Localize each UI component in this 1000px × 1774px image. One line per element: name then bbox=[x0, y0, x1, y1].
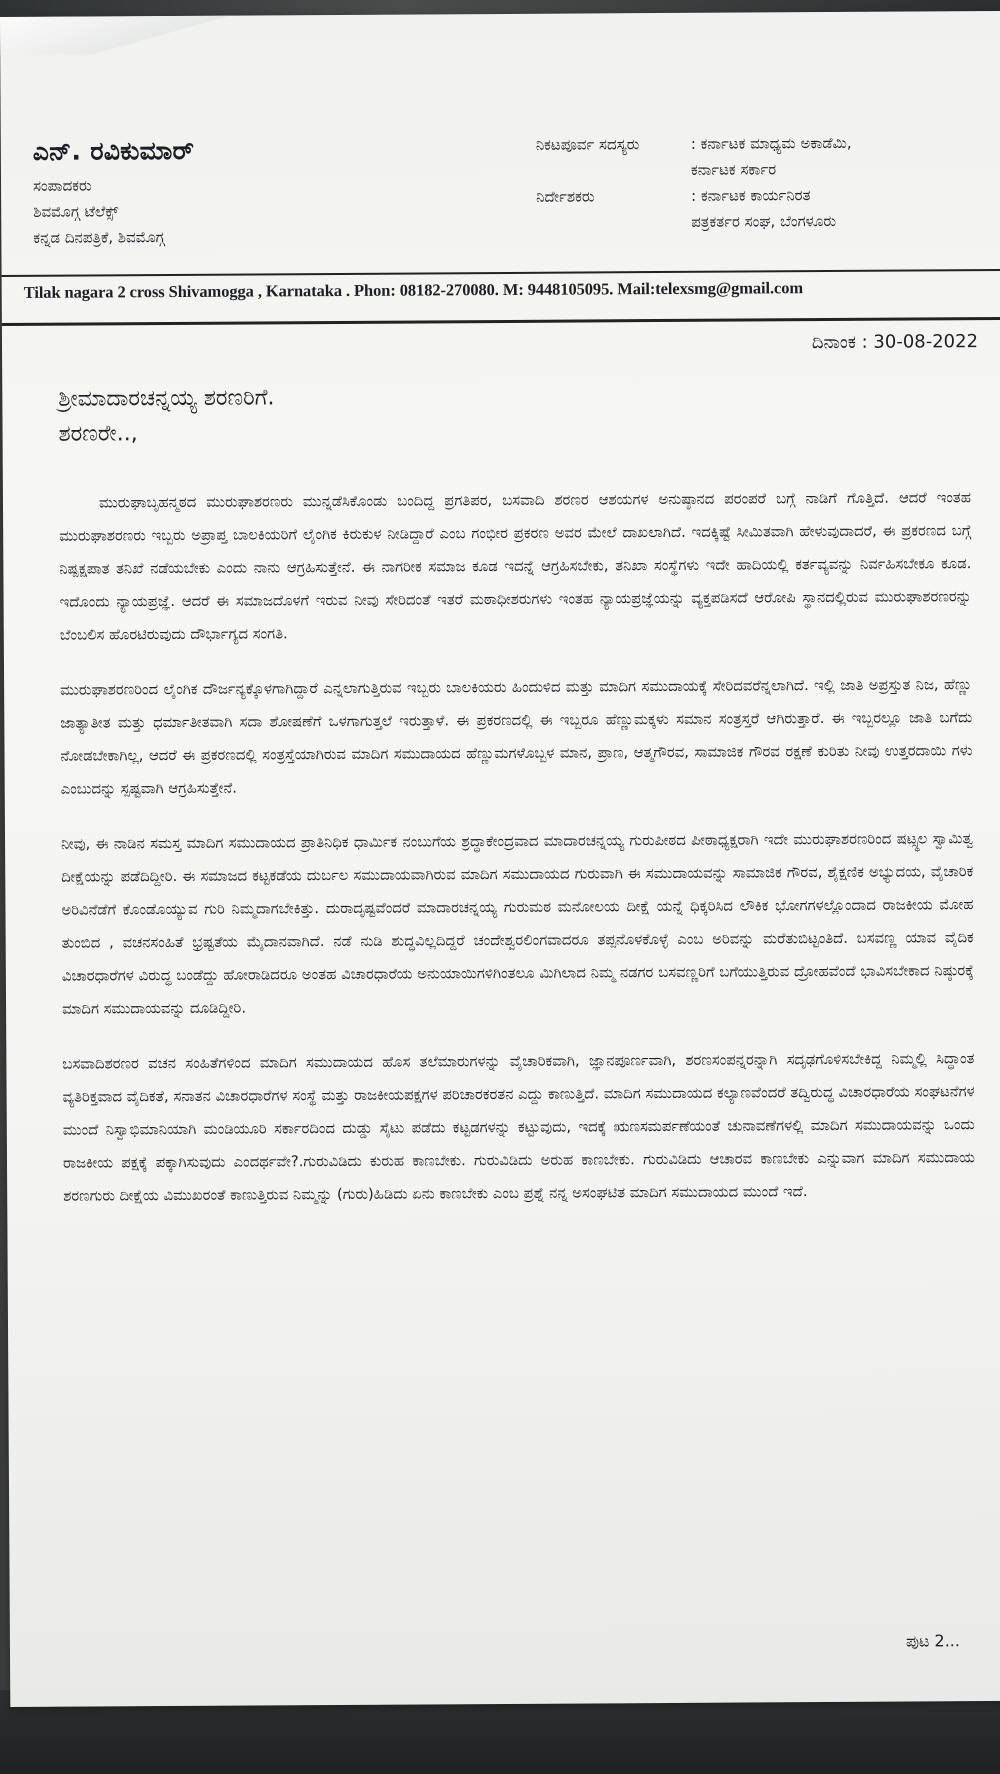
header-divider-top bbox=[2, 269, 1000, 277]
designation-row bbox=[536, 185, 996, 206]
header-divider-bottom bbox=[2, 317, 1000, 326]
sender-name: ಎನ್. ರವಿಕುಮಾರ್ bbox=[32, 135, 195, 166]
designation-value: ಕರ್ನಾಟಕ ಸರ್ಕಾರ bbox=[690, 160, 777, 179]
body-paragraph-4: ಬಸವಾದಿಶರಣರ ವಚನ ಸಂಹಿತೆಗಳಿಂದ ಮಾದಿಗ ಸಮುದಾಯದ ಹೊಸ ತಲೆಮಾರುಗಳನ್ನು ವೈಚಾರಿಕವಾಗಿ, ಜ್ಞಾನಪೂರ್ಣವಾಗಿ, ಶರಣಸಂಪನ್ನರನ್ನಾಗಿ ಸದೃಢಗೊಳಿಸಬೇಕಿದ್ದ ನಿಮ್ಮಲ್ಲಿ ಸಿದ್ಧಾಂತ ವ್ಯತಿರಿಕ್ತವಾದ ವೈದಿಕತೆ, ಸನಾತನ ವಿಚಾರಧಾರೆಗಳ ಸಂಸ್ಥೆ ಮತ್ತು ರಾಜಕೀಯಪಕ್ಷಗಳ ಪರಿಚಾರಕರತನ ಎದ್ದು ಕಾಣುತ್ತಿದೆ. ಮಾದಿಗ ಸಮುದಾಯದ ಕಲ್ಯಾಣವೆಂದರೆ ತದ್ವಿರುದ್ಧ ವಿಚಾರಧಾರೆಯ ಸಂಘಟನೆಗಳ ಮುಂದೆ ನಿಸ್ವಾಭಿಮಾನಿಯಾಗಿ ಮಂಡಿಯೂರಿ ಸರ್ಕಾರದಿಂದ ದುಡ್ಡು ಸೈಟು ಪಡೆದು ಕಟ್ಟಡಗಳನ್ನು ಕಟ್ಟುವುದು, ಇದಕ್ಕೆ ಋಣಸಮರ್ಪಣೆಯಂತೆ ಚುನಾವಣೆಗಳಲ್ಲಿ ಮಾದಿಗ ಸಮುದಾಯವನ್ನು ಒಂದು ರಾಜಕೀಯ ಪಕ್ಷಕ್ಕೆ ಪಕ್ಕಾಗಿಸುವುದು ಎಂದರ್ಥವೇ?.ಗುರುವಿಡಿದು ಕುರುಹ ಕಾಣಬೇಕು. ಗುರುವಿಡಿದು ಅರುಹ ಕಾಣಬೇಕು. ಗುರುವಿಡಿದು ಆಚಾರವ ಕಾಣಬೇಕು ಎನ್ನುವಾಗ ಮಾದಿಗ ಸಮುದಾಯ ಶರಣಗುರು ದೀಕ್ಷೆಯ ವಿಮುಖರಂತೆ ಕಾಣುತ್ತಿರುವ ನಿಮ್ಮನ್ನು (ಗುರು)ಹಿಡಿದು ಏನು ಕಾಣಬೇಕು ಎಂಬ ಪ್ರಶ್ನೆ ನನ್ನ ಅಸಂಘಟಿತ ಮಾದಿಗ ಸಮುದಾಯದ ಮುಂದೆ ಇದೆ. bbox=[62, 1050, 976, 1205]
designation-label: ನಿಕಟಪೂರ್ವ ಸದಸ್ಯರು bbox=[535, 135, 640, 154]
letterhead-right bbox=[536, 133, 997, 240]
designation-label bbox=[536, 161, 691, 180]
body-paragraph-2: ಮುರುಘಾಶರಣರಿಂದ ಲೈಂಗಿಕ ದೌರ್ಜನ್ಯಕ್ಕೊಳಗಾಗಿದ್ದಾರೆ ಎನ್ನಲಾಗುತ್ತಿರುವ ಇಬ್ಬರು ಬಾಲಕಿಯರು ಹಿಂದುಳಿದ ಮತ್ತು ಮಾದಿಗ ಸಮುದಾಯಕ್ಕೆ ಸೇರಿದವರೆನ್ನಲಾಗಿದೆ. ಇಲ್ಲಿ ಜಾತಿ ಅಪ್ರಸ್ತುತ ನಿಜ, ಹೆಣ್ಣು ಜಾತ್ಯಾತೀತ ಮತ್ತು ಧರ್ಮಾತೀತವಾಗಿ ಸದಾ ಶೋಷಣೆಗೆ ಒಳಗಾಗುತ್ತಲೆ ಇರುತ್ತಾಳೆ. ಈ ಪ್ರಕರಣದಲ್ಲಿ ಈ ಇಬ್ಬರೂ ಹೆಣ್ಣುಮಕ್ಕಳು ಸಮಾನ ಸಂತ್ರಸ್ತರೆ ಆಗಿರುತ್ತಾರೆ. ಈ ಇಬ್ಬರಲ್ಲೂ ಜಾತಿ ಬಗೆದು ನೋಡಬೇಕಾಗಿಲ್ಲ, ಆದರೆ ಈ ಪ್ರಕರಣದಲ್ಲಿ ಸಂತ್ರಸ್ತೆಯಾಗಿರುವ ಮಾದಿಗ ಸಮುದಾಯದ ಹೆಣ್ಣುಮಗಳೊಬ್ಬಳ ಮಾನ, ಪ್ರಾಣ, ಆತ್ಮಗೌರವ, ಸಾಮಾಜಿಕ ಗೌರವ ರಕ್ಷಣೆ ಕುರಿತು ನೀವು ಉತ್ತರದಾಯಿ ಗಳು ಎಂಬುದನ್ನು ಸ್ಪಷ್ಟವಾಗಿ ಆಗ್ರಹಿಸುತ್ತೇನೆ. bbox=[60, 676, 973, 798]
designation-label bbox=[536, 213, 691, 232]
letter-page bbox=[0, 11, 1000, 1707]
letter-date: ದಿನಾಂಕ : 30-08-2022 bbox=[811, 331, 979, 354]
sender-role-2: ಶಿವಮೊಗ್ಗ ಟೆಲೆಕ್ಸ್ bbox=[33, 202, 119, 221]
salutation-addressee: ಶ್ರೀಮಾದಾರಚನ್ನಯ್ಯ ಶರಣರಿಗೆ. bbox=[58, 385, 275, 412]
contact-line: Tilak nagara 2 cross Shivamogga , Karnataka . Phon: 08182-270080. M: 9448105095. Mail:telexsmg@gmail.com bbox=[23, 278, 804, 302]
paper-fold bbox=[0, 16, 230, 55]
page-continuation: ಪುಟ 2... bbox=[905, 1631, 961, 1651]
designation-row bbox=[536, 211, 996, 232]
designation-value: : ಕರ್ನಾಟಕ ಮಾಧ್ಯಮ ಅಕಾಡೆಮಿ, bbox=[690, 133, 852, 153]
designation-value: ಪತ್ರಕರ್ತರ ಸಂಘ, ಬೆಂಗಳೂರು bbox=[691, 211, 837, 231]
salutation bbox=[58, 385, 275, 456]
body-paragraph-1: ಮುರುಘಾಬೃಹನ್ಮಠದ ಮುರುಘಾಶರಣರು ಮುನ್ನಡೆಸಿಕೊಂಡು ಬಂದಿದ್ದ ಪ್ರಗತಿಪರ, ಬಸವಾದಿ ಶರಣರ ಆಶಯಗಳ ಅನುಷ್ಠಾನದ ಪರಂಪರೆ ಬಗ್ಗೆ ನಾಡಿಗೆ ಗೊತ್ತಿದೆ. ಆದರೆ ಇಂತಹ ಮುರುಘಾಶರಣರು ಇಬ್ಬರು ಅಪ್ರಾಪ್ತ ಬಾಲಕಿಯರಿಗೆ ಲೈಂಗಿಕ ಕಿರುಕುಳ ನೀಡಿದ್ದಾರೆ ಎಂಬ ಗಂಭೀರ ಪ್ರಕರಣ ಅವರ ಮೇಲೆ ದಾಖಲಾಗಿದೆ. ಇದಕ್ಕಿಷ್ಟೆ ಸೀಮಿತವಾಗಿ ಹೇಳುವುದಾದರೆ, ಈ ಪ್ರಕರಣದ ಬಗ್ಗೆ ನಿಷ್ಪಕ್ಷಪಾತ ತನಿಖೆ ನಡೆಯಬೇಕು ಎಂದು ನಾನು ಆಗ್ರಹಿಸುತ್ತೇನೆ. ಈ ನಾಗರೀಕ ಸಮಾಜ ಕೂಡ ಇದನ್ನೆ ಆಗ್ರಹಿಸಬೇಕು, ತನಿಖಾ ಸಂಸ್ಥೆಗಳು ಇದೇ ಹಾದಿಯಲ್ಲಿ ಕರ್ತವ್ಯವನ್ನು ನಿರ್ವಹಿಸಬೇಕೂ ಕೂಡ. ಇದೊಂದು ನ್ಯಾಯಪ್ರಜ್ಞೆ. ಆದರೆ ಈ ಸಮಾಜದೊಳಗೆ ಇರುವ ನೀವು ಸೇರಿದಂತೆ ಇತರೆ ಮಠಾಧೀಶರುಗಳು ಇಂತಹ ನ್ಯಾಯಪ್ರಜ್ಞೆಯನ್ನು ವ್ಯಕ್ತಪಡಿಸದೆ ಆರೋಪಿ ಸ್ಥಾನದಲ್ಲಿರುವ ಮುರುಘಾಶರಣರನ್ನು ಬೆಂಬಲಿಸ ಹೊರಟಿರುವುದು ದೌರ್ಭಾಗ್ಯದ ಸಂಗತಿ. bbox=[59, 489, 972, 644]
designation-row bbox=[536, 159, 996, 180]
letterhead-left bbox=[33, 134, 434, 254]
sender-role-1: ಸಂಪಾದಕರು bbox=[32, 176, 92, 195]
salutation-greeting: ಶರಣರೇ.., bbox=[58, 421, 138, 447]
designation-row bbox=[536, 133, 996, 154]
designation-value: : ಕರ್ನಾಟಕ ಕಾರ್ಯನಿರತ bbox=[691, 186, 811, 205]
body-paragraph-3: ನೀವು, ಈ ನಾಡಿನ ಸಮಸ್ತ ಮಾದಿಗ ಸಮುದಾಯದ ಪ್ರಾತಿನಿಧಿಕ ಧಾರ್ಮಿಕ ನಂಬುಗೆಯ ಶ್ರದ್ಧಾಕೇಂದ್ರವಾದ ಮಾದಾರಚನ್ನಯ್ಯ ಗುರುಪೀಠದ ಪೀಠಾಧ್ಯಕ್ಷರಾಗಿ ಇದೇ ಮುರುಘಾಶರಣರಿಂದ ಷಟ್ಸ್ಥಲ ಸ್ವಾಮಿತ್ವ ದೀಕ್ಷೆಯನ್ನು ಪಡೆದಿದ್ದೀರಿ. ಈ ಸಮಾಜದ ಕಟ್ಟಕಡೆಯ ದುರ್ಬಲ ಸಮುದಾಯವಾಗಿರುವ ಮಾದಿಗ ಸಮುದಾಯದ ಗುರುವಾಗಿ ಈ ಸಮುದಾಯವನ್ನು ಸಾಮಾಜಿಕ ಗೌರವ, ಶೈಕ್ಷಣಿಕ ಅಭ್ಯುದಯ, ವೈಚಾರಿಕ ಅರಿವಿನೆಡೆಗೆ ಕೊಂಡೊಯ್ಯುವ ಗುರಿ ನಿಮ್ಮದಾಗಬೇಕಿತ್ತು. ದುರಾದೃಷ್ಟವೆಂದರೆ ಮಾದಾರಚನ್ನಯ್ಯ ಗುರುಮಠ ಮನೋಲಯ ದೀಕ್ಷೆ ಯನ್ನೆ ಧಿಕ್ಕರಿಸಿದ ಲೌಕಿಕ ಭೋಗಗಳಲ್ಲೊಂದಾದ ರಾಜಕೀಯ ಮೋಹ ತುಂಬಿದ , ವಚನಸಂಹಿತೆ ಭ್ರಷ್ಟತೆಯ ಮೈದಾನವಾಗಿದೆ. ನಡೆ ನುಡಿ ಶುದ್ಧವಿಲ್ಲದಿದ್ದರೆ ಚಂದೇಶ್ವರಲಿಂಗವಾದರೂ ತಪ್ಪನೊಳಕೊಳ್ಳೆ ಎಂಬ ಅರಿವನ್ನು ಮರೆತುಬಿಟ್ಟಂತಿದೆ. ಬಸವಣ್ಣ ಯಾವ ವೈದಿಕ ವಿಚಾರಧಾರೆಗಳ ವಿರುದ್ಧ ಬಂಡೆದ್ದು ಹೋರಾಡಿದರೂ ಅಂತಹ ವಿಚಾರಧಾರೆಯ ಅನುಯಾಯಿಗಳಿಗಿಂತಲೂ ಮಿಗಿಲಾದ ನಿಮ್ಮ ನಡಗರ ಬಸವಣ್ಣರಿಗೆ ಬಗೆಯುತ್ತಿರುವ ದ್ರೋಹವೆಂದೆ ಭಾವಿಸಬೇಕಾದ ನಿಷ್ಠುರಕ್ಕೆ ಮಾದಿಗ ಸಮುದಾಯವನ್ನು ದೂಡಿದ್ದೀರಿ. bbox=[61, 830, 974, 1018]
sender-role-3: ಕನ್ನಡ ದಿನಪತ್ರಿಕೆ, ಶಿವಮೊಗ್ಗ bbox=[33, 228, 165, 247]
letter-body bbox=[59, 481, 976, 1235]
designation-label: ನಿರ್ದೇಶಕರು bbox=[536, 187, 595, 206]
